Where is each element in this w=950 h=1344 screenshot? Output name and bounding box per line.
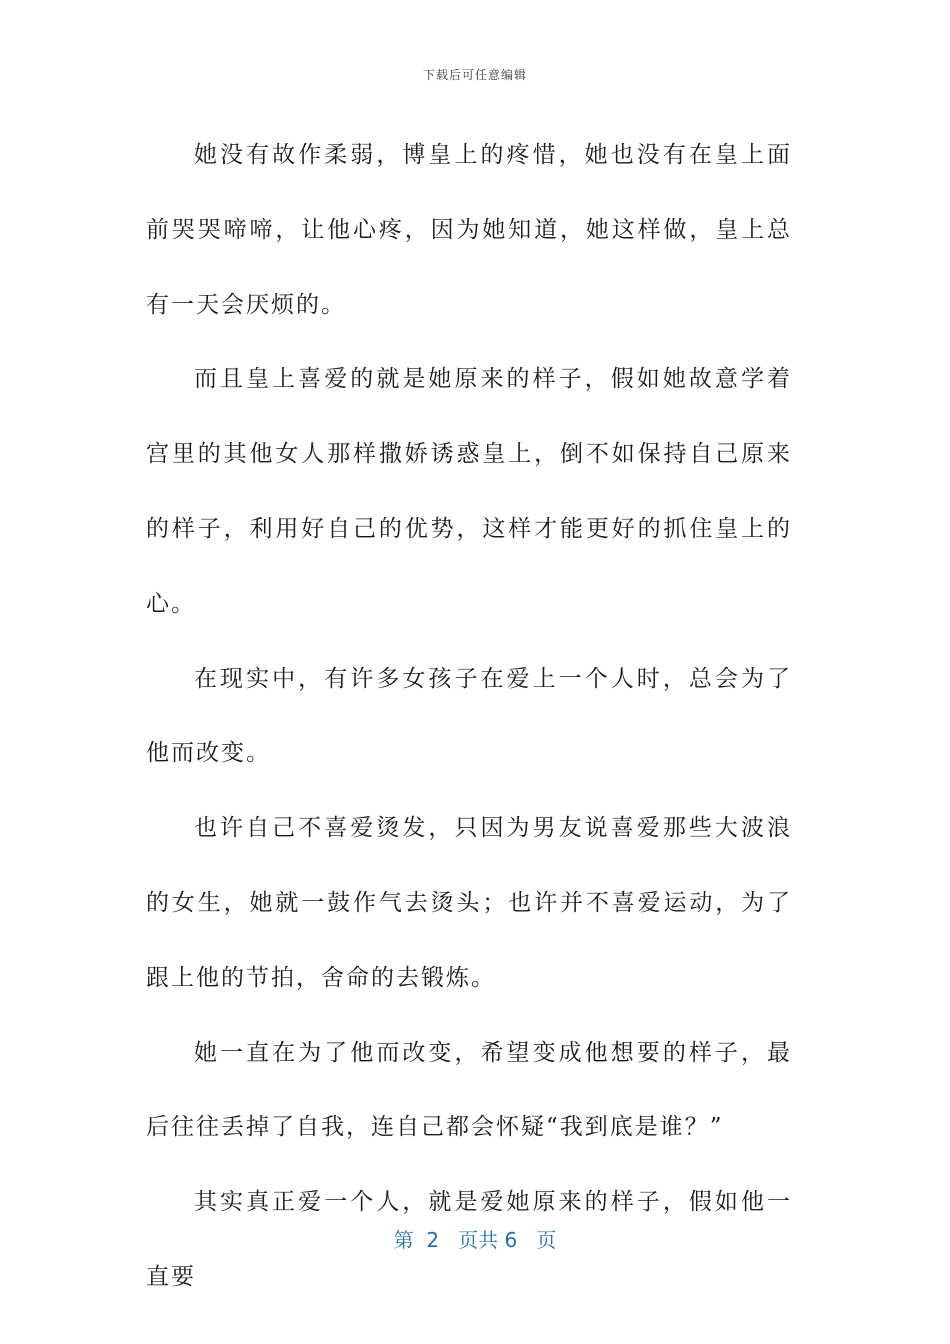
paragraph-1: 她没有故作柔弱，博皇上的疼惜，她也没有在皇上面前哭哭啼啼，让他心疼，因为她知道，她这样做，皇上总有一天会厌烦的。 <box>146 142 792 318</box>
paragraph-3: 在现实中，有许多女孩子在爱上一个人时，总会为了他而改变。 <box>146 665 792 767</box>
paragraph-5: 她一直在为了他而改变，希望变成他想要的样子，最后往往丢掉了自我，连自己都会怀疑“我到底是谁？” <box>146 1039 792 1141</box>
footer-label-end: 页 <box>536 1228 557 1252</box>
paragraph-4: 也许自己不喜爱烫发，只因为男友说喜爱那些大波浪的女生，她就一鼓作气去烫头；也许并不喜爱运动，为了跟上他的节拍，舍命的去锻炼。 <box>146 815 792 991</box>
paragraph-2: 而且皇上喜爱的就是她原来的样子，假如她故意学着宫里的其他女人那样撒娇诱惑皇上，倒不如保持自己原来的样子，利用好自己的优势，这样才能更好的抓住皇上的心。 <box>146 366 792 617</box>
footer-current-page: 2 <box>426 1228 440 1252</box>
page-footer <box>0 1224 950 1253</box>
footer-total-pages: 6 <box>504 1228 518 1252</box>
page-header: 下载后可任意编辑 <box>422 68 527 82</box>
paragraph-6: 其实真正爱一个人，就是爱她原来的样子，假如他一直要 <box>146 1189 792 1290</box>
footer-label-page: 第 <box>393 1228 414 1252</box>
document-body <box>146 118 792 1315</box>
footer-label-of: 页共 <box>458 1228 499 1252</box>
